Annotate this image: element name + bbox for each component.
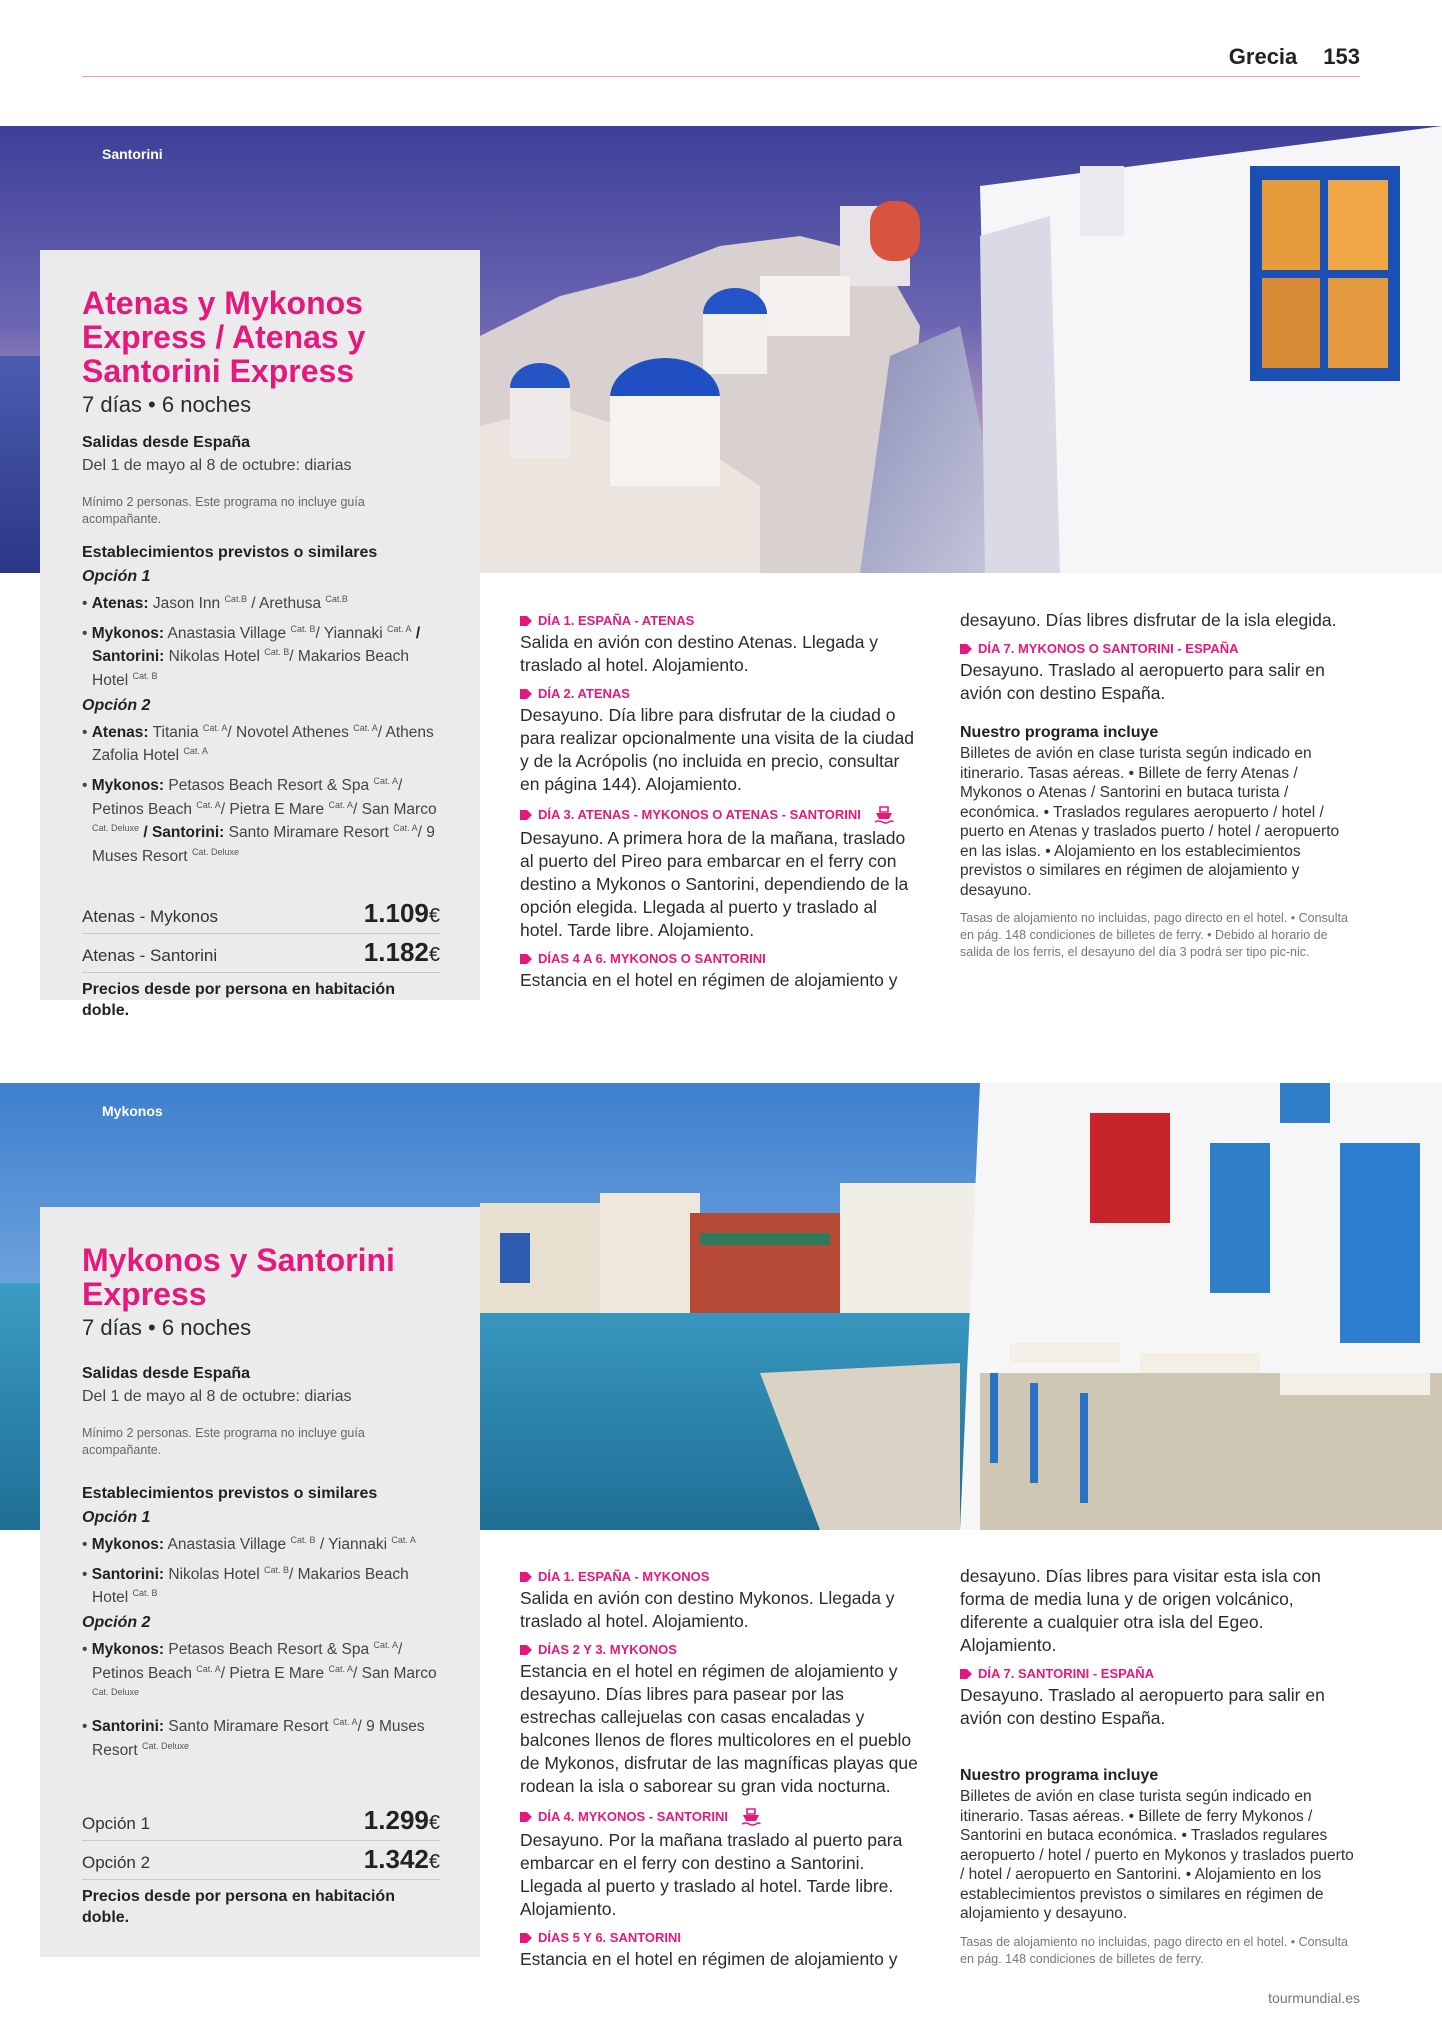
trip1-small-print: Tasas de alojamiento no incluidas, pago directo en el hotel. • Consulta en pág. 148 condiciones de billetes de ferry. • Debido al horario de salida de los ferris, el desayuno del día 3 podrá ser tipo pic-nic.: [960, 911, 1348, 959]
trip1-day1-text: Salida en avión con destino Atenas. Llegada y traslado al hotel. Alojamiento.: [520, 632, 879, 675]
trip1-day4-text: Estancia en el hotel en régimen de alojamiento y: [520, 970, 898, 990]
trip1-departures-text: Del 1 de mayo al 8 de octubre: diarias: [82, 457, 352, 474]
trip2-day1-text: Salida en avión con destino Mykonos. Llegada y traslado al hotel. Alojamiento.: [520, 1588, 895, 1631]
section-title: Grecia: [1228, 44, 1298, 69]
trip2-itinerary-col2: [960, 1565, 1360, 1968]
trip2-title: Mykonos y Santorini Express: [82, 1242, 395, 1312]
trip2-day4-text: Desayuno. Por la mañana traslado al puerto para embarcar en el ferry con destino a Santorini. Llegada al puerto y traslado al hotel. Tarde libre. Alojamiento.: [520, 1830, 903, 1919]
price-label: Opción 1: [82, 1814, 151, 1834]
price-value: 1.342€: [363, 1844, 440, 1875]
trip2-includes-text: Billetes de avión en clase turista según indicado en itinerario. Tasas aéreas. • Billete de ferry Mykonos / Santorini en butaca económica. • Traslados regulares aeropuerto / hotel / puerto en Mykonos y traslados puerto / hotel / aeropuerto en Santorini. • Alojamiento en los establecimientos previstos o similares en régimen de alojamiento y desayuno.: [960, 1788, 1354, 1922]
trip2-day5-title: DÍAS 5 Y 6. SANTORINI: [520, 1929, 920, 1947]
trip1-col2-continuation: desayuno. Días libres disfrutar de la isla elegida.: [960, 610, 1337, 630]
trip1-note: Mínimo 2 personas. Este programa no incluye guía acompañante.: [82, 495, 365, 526]
page-header: [1220, 44, 1360, 74]
trip1-o1-hotel-islands: • Mykonos: Anastasia Village $^{Cat. B}$/ Yiannaki $^{Cat. A}$ / Santorini: Nikolas Hotel $^{Cat. B}$/ Makarios Beach Hotel $^{Cat. B}$: [82, 623, 421, 690]
trip1-duration: 7 días • 6 noches: [82, 392, 252, 417]
pink-tag-icon: [520, 953, 532, 965]
trip2-departures-title: Salidas desde España: [82, 1365, 251, 1382]
pink-tag-icon: [520, 615, 532, 627]
footer-url[interactable]: tourmundial.es: [1268, 1990, 1360, 2006]
trip1-day7-text: Desayuno. Traslado al aeropuerto para salir en avión con destino España.: [960, 660, 1325, 703]
trip1-day1-title: DÍA 1. ESPAÑA - ATENAS: [520, 612, 920, 630]
trip1-option2-label: Opción 2: [82, 696, 151, 714]
trip1-price-note: Precios desde por persona en habitación doble.: [82, 980, 395, 1019]
trip1-day2-title: DÍA 2. ATENAS: [520, 685, 920, 703]
trip2-day1-title: DÍA 1. ESPAÑA - MYKONOS: [520, 1568, 920, 1586]
trip1-option1-label: Opción 1: [82, 568, 151, 585]
trip2-departures-text: Del 1 de mayo al 8 de octubre: diarias: [82, 1388, 352, 1405]
trip1-o2-hotel-islands: • Mykonos: Petasos Beach Resort & Spa $^{Cat. A}$/ Petinos Beach $^{Cat. A}$/ Pietra E Mare $^{Cat. A}$/ San Marco $^{Cat. Deluxe}$ / Santorini: Santo Miramare Resort $^{Cat. A}$/ 9 Muses Resort $^{Cat. Deluxe}$: [82, 775, 437, 866]
header-divider: [82, 76, 1360, 77]
trip2-o1-hotel-mykonos: • Mykonos: Anastasia Village $^{Cat. B}$ / Yiannaki $^{Cat. A}$: [82, 1535, 416, 1554]
trip1-infobox: [40, 250, 480, 1019]
photo-caption-mykonos: Mykonos: [102, 1103, 163, 1119]
trip2-option1-label: Opción 1: [82, 1509, 151, 1526]
trip2-day2-title: DÍAS 2 Y 3. MYKONOS: [520, 1641, 920, 1659]
trip1-day2-text: Desayuno. Día libre para disfrutar de la ciudad o para realizar opcionalmente una visita de la ciudad y de la Acrópolis (no incluida en precio, consultar en página 144). Alojamiento.: [520, 705, 914, 794]
price-label: Atenas - Mykonos: [82, 906, 219, 926]
trip2-price-row-2: [82, 1841, 440, 1880]
price-value: 1.299€: [363, 1805, 440, 1836]
price-label: Atenas - Santorini: [82, 945, 218, 965]
trip1-price-row-1: [82, 895, 440, 934]
price-value: 1.109€: [363, 897, 440, 928]
trip2-day7-title: DÍA 7. SANTORINI - ESPAÑA: [960, 1665, 1360, 1683]
trip1-day7-title: DÍA 7. MYKONOS O SANTORINI - ESPAÑA: [960, 640, 1360, 658]
trip2-col2-continuation: desayuno. Días libres para visitar esta isla con forma de media luna y de origen volcánico, diferente a cualquier otra isla del Egeo. Alojamiento.: [960, 1566, 1321, 1655]
trip1-price-row-2: [82, 934, 440, 973]
trip2-day7-text: Desayuno. Traslado al aeropuerto para salir en avión con destino España.: [960, 1685, 1325, 1728]
trip2-small-print: Tasas de alojamiento no incluidas, pago directo en el hotel. • Consulta en pág. 148 condiciones de billetes de ferry.: [960, 1934, 1348, 1966]
pink-tag-icon: [520, 1571, 532, 1583]
trip2-infobox: [40, 1207, 480, 1957]
ferry-icon: [740, 1806, 762, 1828]
price-value: 1.182€: [363, 936, 440, 967]
trip1-includes-title: Nuestro programa incluye: [960, 724, 1159, 741]
trip2-hotels-title: Establecimientos previstos o similares: [82, 1485, 378, 1502]
trip1-itinerary-col1: [520, 604, 920, 992]
trip2-day2-text: Estancia en el hotel en régimen de alojamiento y desayuno. Días libres para pasear por las estrechas callejuelas con casas encaladas y balcones llenos de flores multicolores en el pueblo de Mykonos, disfrutar de las magníficas playas que rodean la isla o saborear su gran vida nocturna.: [520, 1661, 918, 1796]
photo-caption-santorini: Santorini: [102, 146, 163, 162]
pink-tag-icon: [520, 688, 532, 700]
ferry-icon: [873, 804, 895, 826]
trip1-day4-title: DÍAS 4 A 6. MYKONOS O SANTORINI: [520, 950, 920, 968]
trip2-option2-label: Opción 2: [82, 1613, 151, 1631]
trip1-itinerary-col2: [960, 609, 1360, 961]
trip2-day4-title: DÍA 4. MYKONOS - SANTORINI: [520, 1806, 920, 1828]
trip2-includes-title: Nuestro programa incluye: [960, 1767, 1159, 1784]
pink-tag-icon: [960, 643, 972, 655]
trip1-day3-title: DÍA 3. ATENAS - MYKONOS O ATENAS - SANTORINI: [520, 804, 920, 826]
pink-tag-icon: [520, 1932, 532, 1944]
trip2-o2-hotel-santorini: • Santorini: Santo Miramare Resort $^{Cat. A}$/ 9 Muses Resort $^{Cat. Deluxe}$: [82, 1716, 425, 1759]
trip1-o2-hotel-athens: • Atenas: Titania $^{Cat. A}$/ Novotel Athenes $^{Cat. A}$/ Athens Zafolia Hotel $^{Cat. A}$: [82, 722, 434, 765]
page-number: 153: [1323, 44, 1360, 69]
trip1-day3-text: Desayuno. A primera hora de la mañana, traslado al puerto del Pireo para embarcar en el ferry con destino a Mykonos o Santorini, dependiendo de la opción elegida. Llegada al puerto y traslado al hotel. Tarde libre. Alojamiento.: [520, 828, 909, 940]
pink-tag-icon: [520, 809, 532, 821]
trip2-duration: 7 días • 6 noches: [82, 1315, 252, 1340]
trip2-day5-text: Estancia en el hotel en régimen de alojamiento y: [520, 1949, 898, 1969]
price-label: Opción 2: [82, 1853, 151, 1873]
trip2-price-note: Precios desde por persona en habitación doble.: [82, 1888, 395, 1927]
trip2-itinerary-col1: [520, 1560, 920, 1971]
trip2-o1-hotel-santorini: • Santorini: Nikolas Hotel $^{Cat. B}$/ Makarios Beach Hotel $^{Cat. B}$: [82, 1564, 409, 1607]
trip1-departures-title: Salidas desde España: [82, 434, 251, 451]
trip1-hotels-title: Establecimientos previstos o similares: [82, 544, 378, 561]
trip1-o1-hotel-athens: • Atenas: Jason Inn $^{Cat.B}$ / Arethusa $^{Cat.B}$: [82, 594, 348, 613]
pink-tag-icon: [520, 1811, 532, 1823]
trip2-note: Mínimo 2 personas. Este programa no incluye guía acompañante.: [82, 1426, 365, 1457]
trip1-includes-text: Billetes de avión en clase turista según indicado en itinerario. Tasas aéreas. • Billete de ferry Atenas / Mykonos o Atenas / Santorini en butaca turista / económica. • Traslados regulares aeropuerto / hotel / puerto en Atenas y traslados puerto / hotel / aeropuerto en las islas. • Alojamiento en los establecimientos previstos o similares en régimen de alojamiento y desayuno.: [960, 745, 1340, 899]
pink-tag-icon: [960, 1668, 972, 1680]
trip2-o2-hotel-mykonos: • Mykonos: Petasos Beach Resort & Spa $^{Cat. A}$/ Petinos Beach $^{Cat. A}$/ Pietra E Mare $^{Cat. A}$/ San Marco $^{Cat. Deluxe}$: [82, 1639, 437, 1698]
trip2-price-row-1: [82, 1802, 440, 1841]
pink-tag-icon: [520, 1644, 532, 1656]
trip1-title: Atenas y Mykonos Express / Atenas y Santorini Express: [82, 285, 366, 389]
